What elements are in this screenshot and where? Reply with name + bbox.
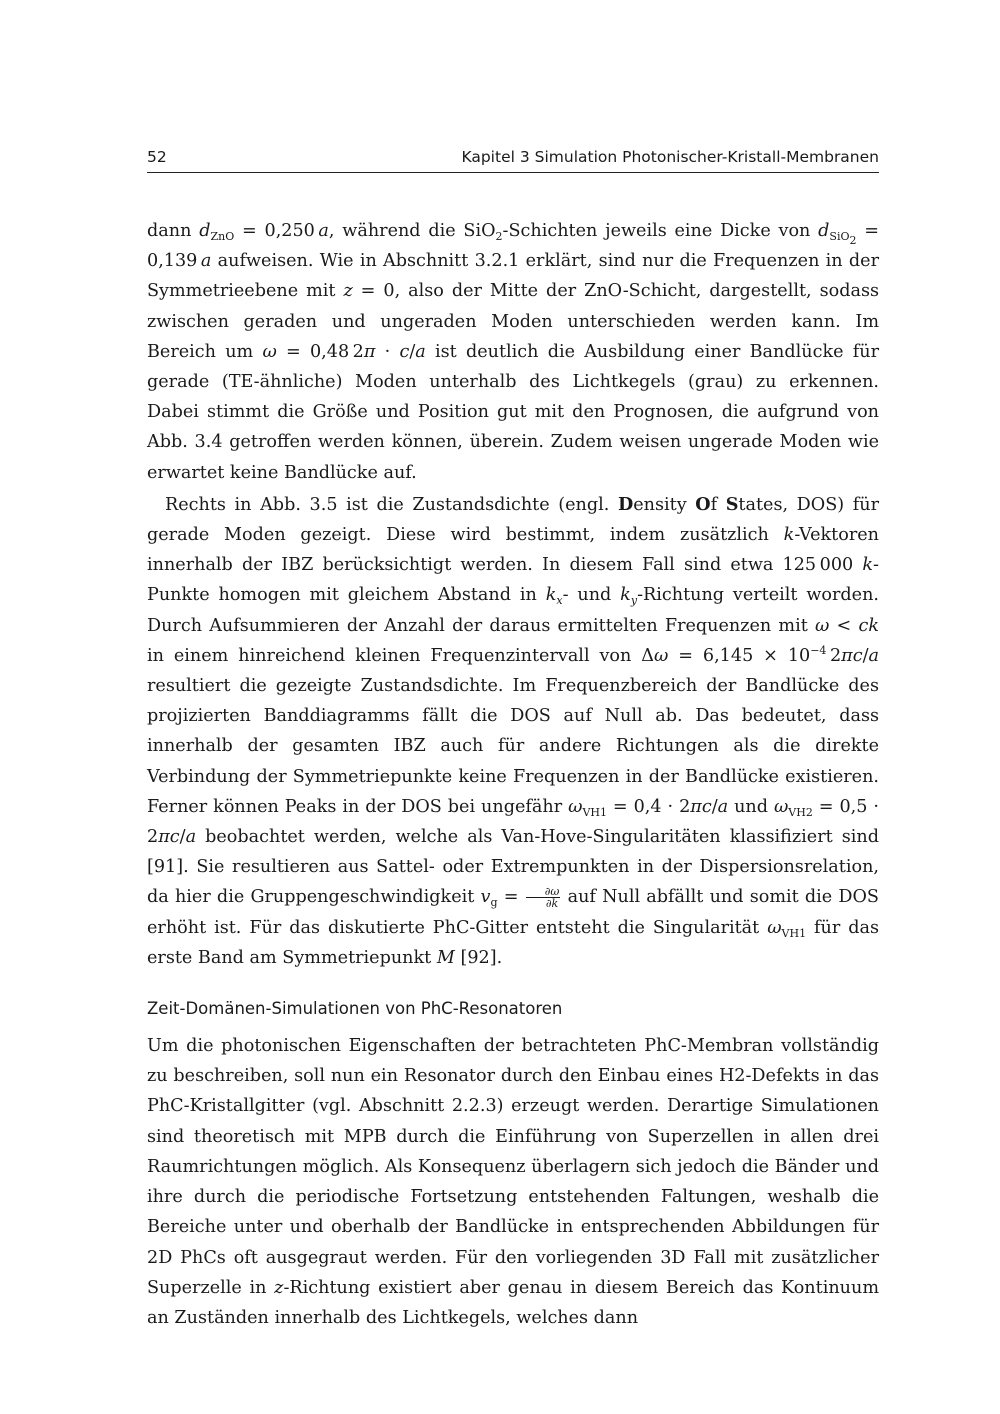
paragraph-3: Um die photonischen Eigenschaften der betrachteten PhC-Membran vollständig zu beschreiben, soll nun ein Resonator durch den Einbau eines H2-Defekts in das PhC-Kristallgitter (vgl. Abschnitt 2.2.3) erzeugt werden. Derartige Simulationen sind theoretisch mit MPB durch die Einführung von Superzellen in allen drei Raumrichtungen möglich. Als Konsequenz überlagern sich jedoch die Bänder und ihre durch die periodische Fortsetzung entstehenden Faltungen, weshalb die Bereiche unter und oberhalb der Bandlücke in entsprechenden Abbildungen für 2D PhCs oft ausgegraut werden. Für den vorliegenden 3D Fall mit zusätzlicher Superzelle in z-Richtung existiert aber genau in diesem Bereich das Kontinuum an Zuständen innerhalb des Lichtkegels, welches dann [147,1036,879,1328]
body-text [147,216,879,1333]
section-heading: Zeit-Domänen-Simulationen von PhC-Resonatoren [147,999,563,1019]
page-number: 52 [147,148,167,166]
chapter-title: Kapitel 3 Simulation Photonischer-Kristall-Membranen [461,148,879,166]
paragraph-1: dann $d_{ZnO} = 0,250$ a, während die SiO$_2$-Schichten jeweils eine Dicke von $d_{SiO_2} = 0,139$ a aufweisen. Wie in Abschnitt 3.2.1 erklärt, sind nur die Frequenzen in der Symmetrieebene mit z = 0, also der Mitte der ZnO-Schicht, dargestellt, sodass zwischen geraden und ungeraden Moden unterschieden werden kann. Im Bereich um ω = 0,48 2π · c/a ist deutlich die Ausbildung einer Bandlücke für gerade (TE-ähnliche) Moden unterhalb des Lichtkegels (grau) zu erkennen. Dabei stimmt die Größe und Position gut mit den Prognosen, die aufgrund von Abb. 3.4 getroffen werden können, überein. Zudem weisen ungerade Moden wie erwartet keine Bandlücke auf. [147,221,880,483]
running-head [147,146,879,173]
paragraph-2: Rechts in Abb. 3.5 ist die Zustandsdichte (engl. Density Of States, DOS) für gerade Moden gezeigt. Diese wird bestimmt, indem zusätzlich k-Vektoren innerhalb der IBZ berücksichtigt werden. In diesem Fall sind etwa 125 000 k-Punkte homogen mit gleichem Abstand in $k_x-$ und $k_y$-Richtung verteilt worden. Durch Aufsummieren der Anzahl der daraus ermittelten Frequenzen mit ω < ck in einem hinreichend kleinen Frequenzintervall von $\Delta\omega = 6,145 \times 10^{-4}$ 2πc/a resultiert die gezeigte Zustandsdichte. Im Frequenzbereich der Bandlücke des projizierten Banddiagramms fällt die DOS auf Null ab. Das bedeutet, dass innerhalb der gesamten IBZ auch für andere Richtungen als die direkte Verbindung der Symmetriepunkte keine Frequenzen in der Bandlücke existieren. Ferner können Peaks in der DOS bei ungefähr $\omega_{VH1} = 0,4 \cdot 2\pi c/a$ und $\omega_{VH2} = 0,5 \cdot 2\pi c/a$ beobachtet werden, welche als Van-Hove-Singularitäten klassifiziert sind [91]. Sie resultieren aus Sattel- oder Extrempunkten in der Dispersionsrelation, da hier die Gruppengeschwindigkeit $v_g$ = $\frac{\partial\omega}{\partial k}$ auf Null abfällt und somit die DOS erhöht ist. Für das diskutierte PhC-Gitter entsteht die Singularität $\omega_{VH1}$ für das erste Band am Symmetriepunkt M [92]. [147,493,880,968]
